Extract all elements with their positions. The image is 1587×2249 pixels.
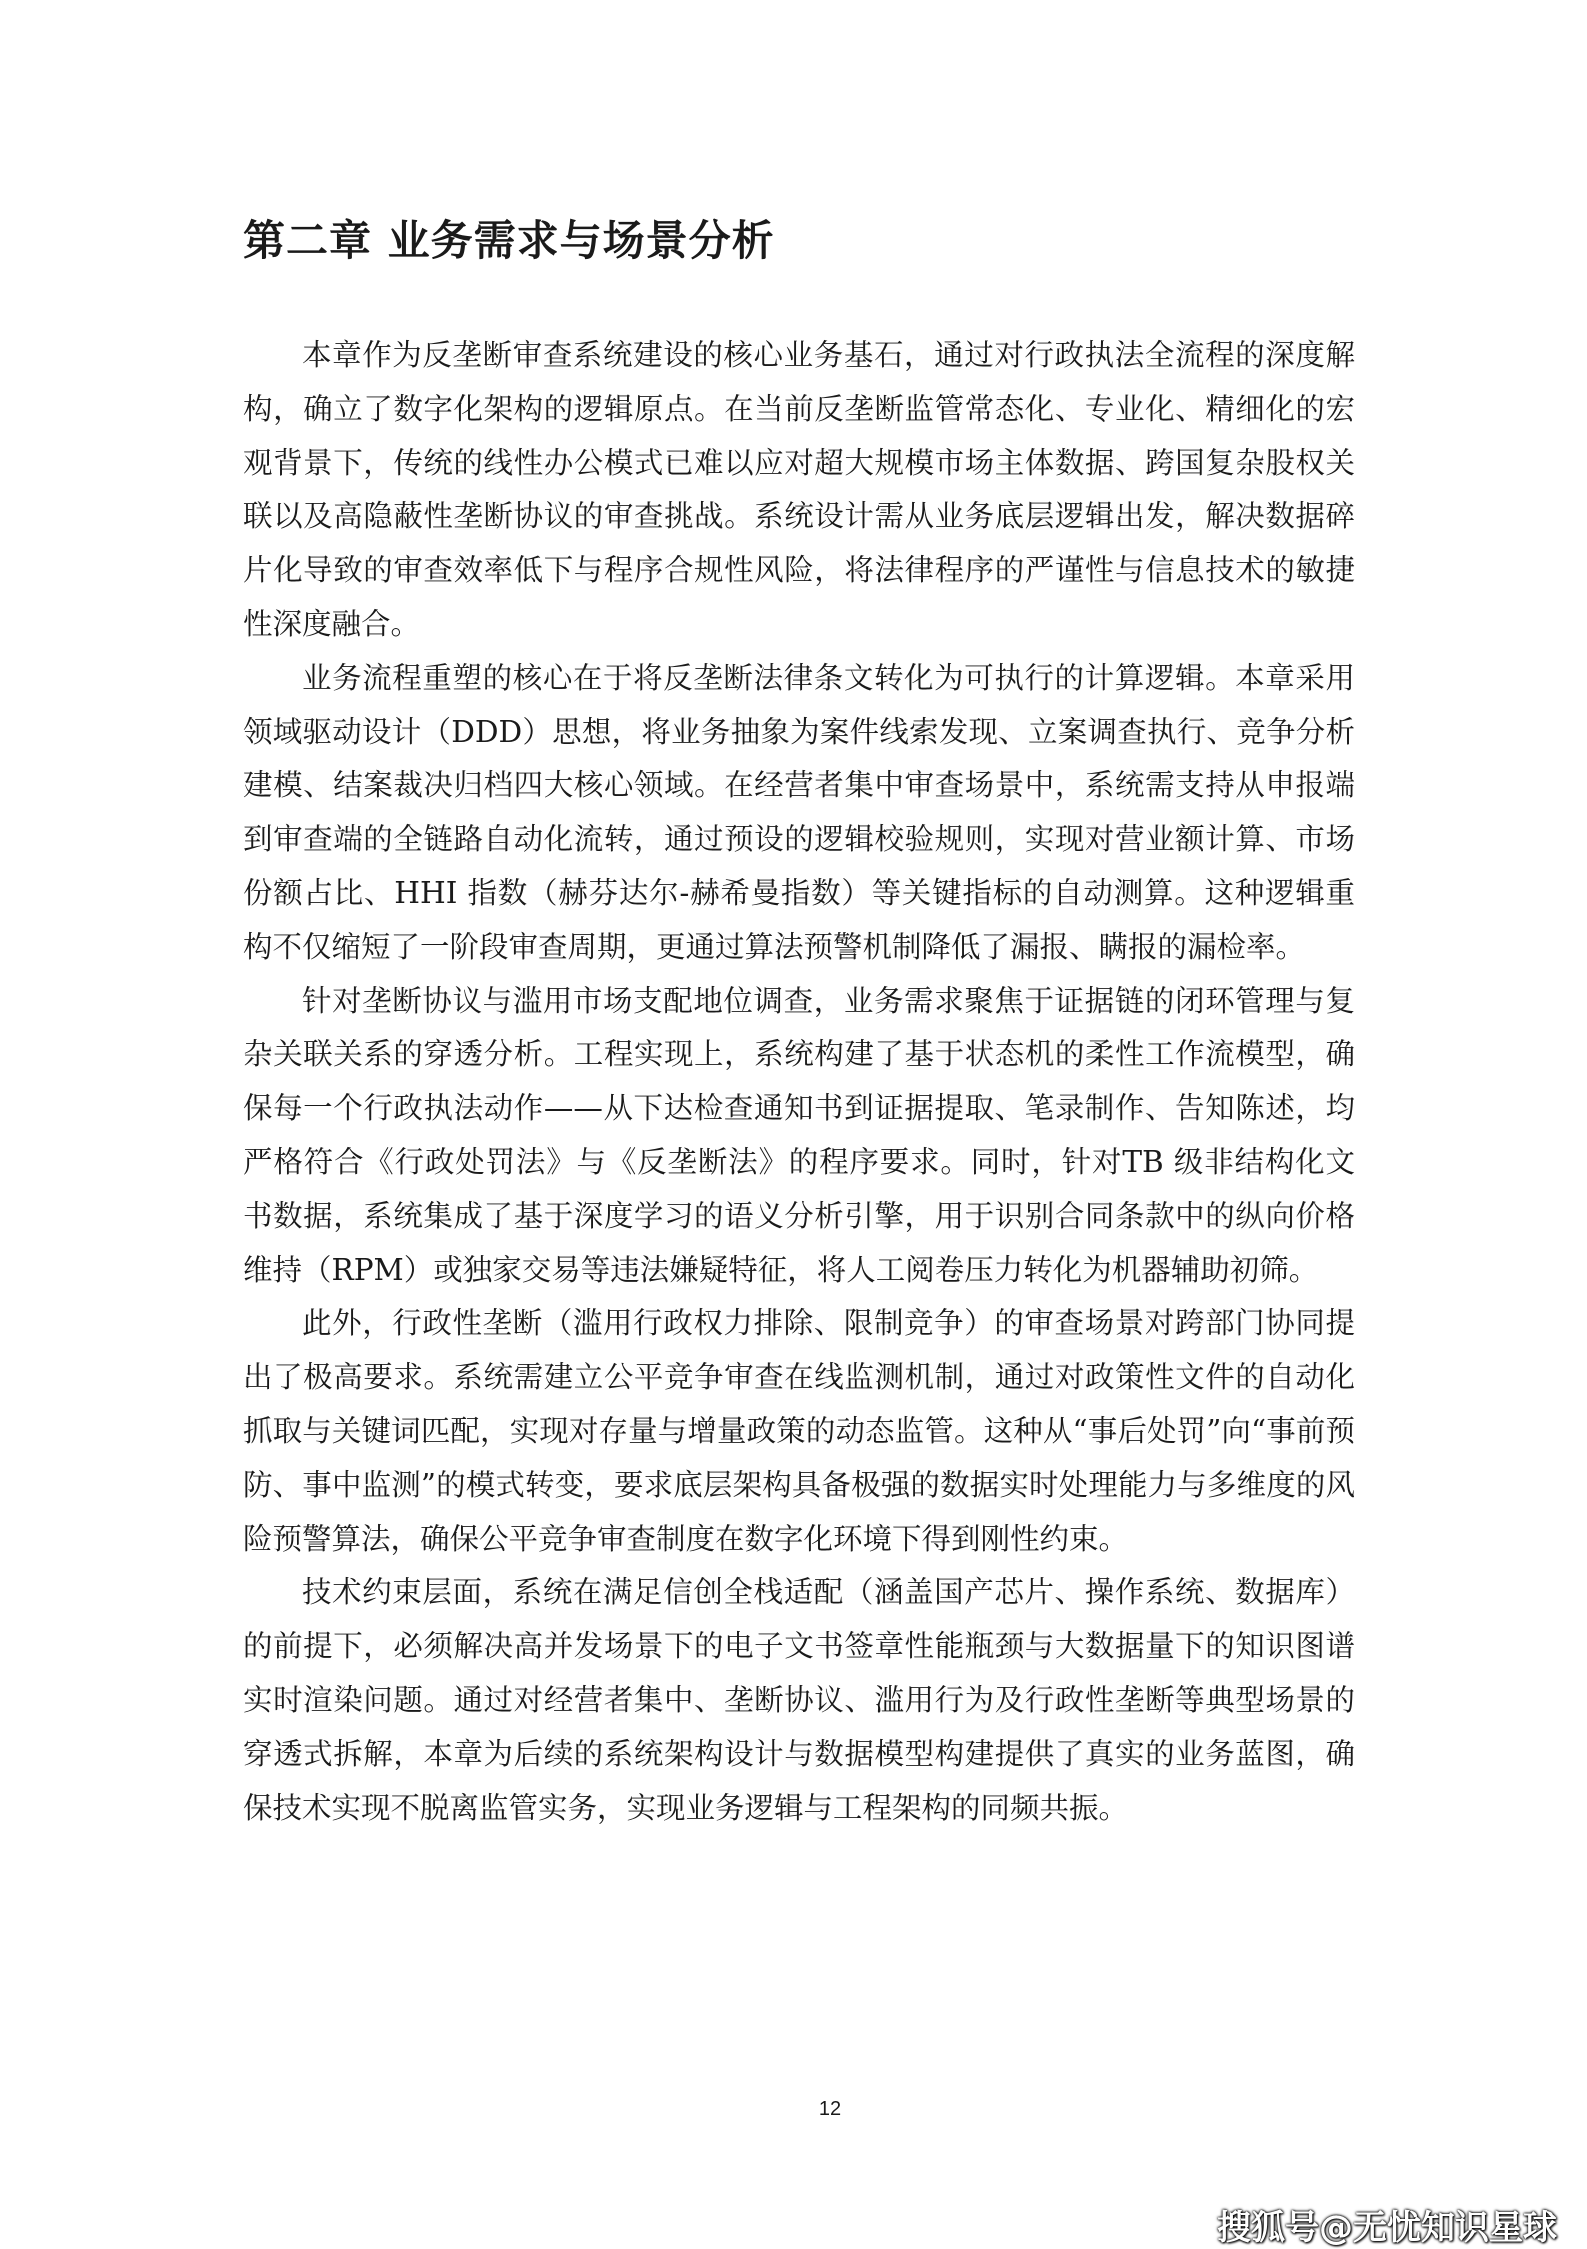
paragraph: 此外，行政性垄断（滥用行政权力排除、限制竞争）的审查场景对跨部门协同提出了极高要求。系统需建立公平竞争审查在线监测机制，通过对政策性文件的自动化抓取与关键词匹配，实现对存量与增量政策的动态监管。这种从“事后处罚”向“事前预防、事中监测”的模式转变，要求底层架构具备极强的数据实时处理能力与多维度的风险预警算法，确保公平竞争审查制度在数字化环境下得到刚性约束。 <box>243 1306 1355 1556</box>
chapter-title: 第二章 业务需求与场景分析 <box>243 216 775 265</box>
watermark: 搜狐号@无忧知识星球 <box>1217 2208 1557 2248</box>
chapter-body <box>243 329 1355 1835</box>
paragraph: 针对垄断协议与滥用市场支配地位调查，业务需求聚焦于证据链的闭环管理与复杂关联关系的穿透分析。工程实现上，系统构建了基于状态机的柔性工作流模型，确保每一个行政执法动作——从下达检查通知书到证据提取、笔录制作、告知陈述，均严格符合《行政处罚法》与《反垄断法》的程序要求。同时，针对TB 级非结构化文书数据，系统集成了基于深度学习的语义分析引擎，用于识别合同条款中的纵向价格维持（RPM）或独家交易等违法嫌疑特征，将人工阅卷压力转化为机器辅助初筛。 <box>243 983 1355 1287</box>
paragraph: 技术约束层面，系统在满足信创全栈适配（涵盖国产芯片、操作系统、数据库）的前提下，必须解决高并发场景下的电子文书签章性能瓶颈与大数据量下的知识图谱实时渲染问题。通过对经营者集中、垄断协议、滥用行为及行政性垄断等典型场景的穿透式拆解，本章为后续的系统架构设计与数据模型构建提供了真实的业务蓝图，确保技术实现不脱离监管实务，实现业务逻辑与工程架构的同频共振。 <box>243 1575 1355 1825</box>
paragraph: 本章作为反垄断审查系统建设的核心业务基石，通过对行政执法全流程的深度解构，确立了数字化架构的逻辑原点。在当前反垄断监管常态化、专业化、精细化的宏观背景下，传统的线性办公模式已难以应对超大规模市场主体数据、跨国复杂股权关联以及高隐蔽性垄断协议的审查挑战。系统设计需从业务底层逻辑出发，解决数据碎片化导致的审查效率低下与程序合规性风险，将法律程序的严谨性与信息技术的敏捷性深度融合。 <box>243 338 1355 641</box>
page-number: 12 <box>818 2098 842 2120</box>
paragraph: 业务流程重塑的核心在于将反垄断法律条文转化为可执行的计算逻辑。本章采用领域驱动设计（DDD）思想，将业务抽象为案件线索发现、立案调查执行、竞争分析建模、结案裁决归档四大核心领域。在经营者集中审查场景中，系统需支持从申报端到审查端的全链路自动化流转，通过预设的逻辑校验规则，实现对营业额计算、市场份额占比、HHI 指数（赫芬达尔-赫希曼指数）等关键指标的自动测算。这种逻辑重构不仅缩短了一阶段审查周期，更通过算法预警机制降低了漏报、瞒报的漏检率。 <box>243 660 1355 964</box>
